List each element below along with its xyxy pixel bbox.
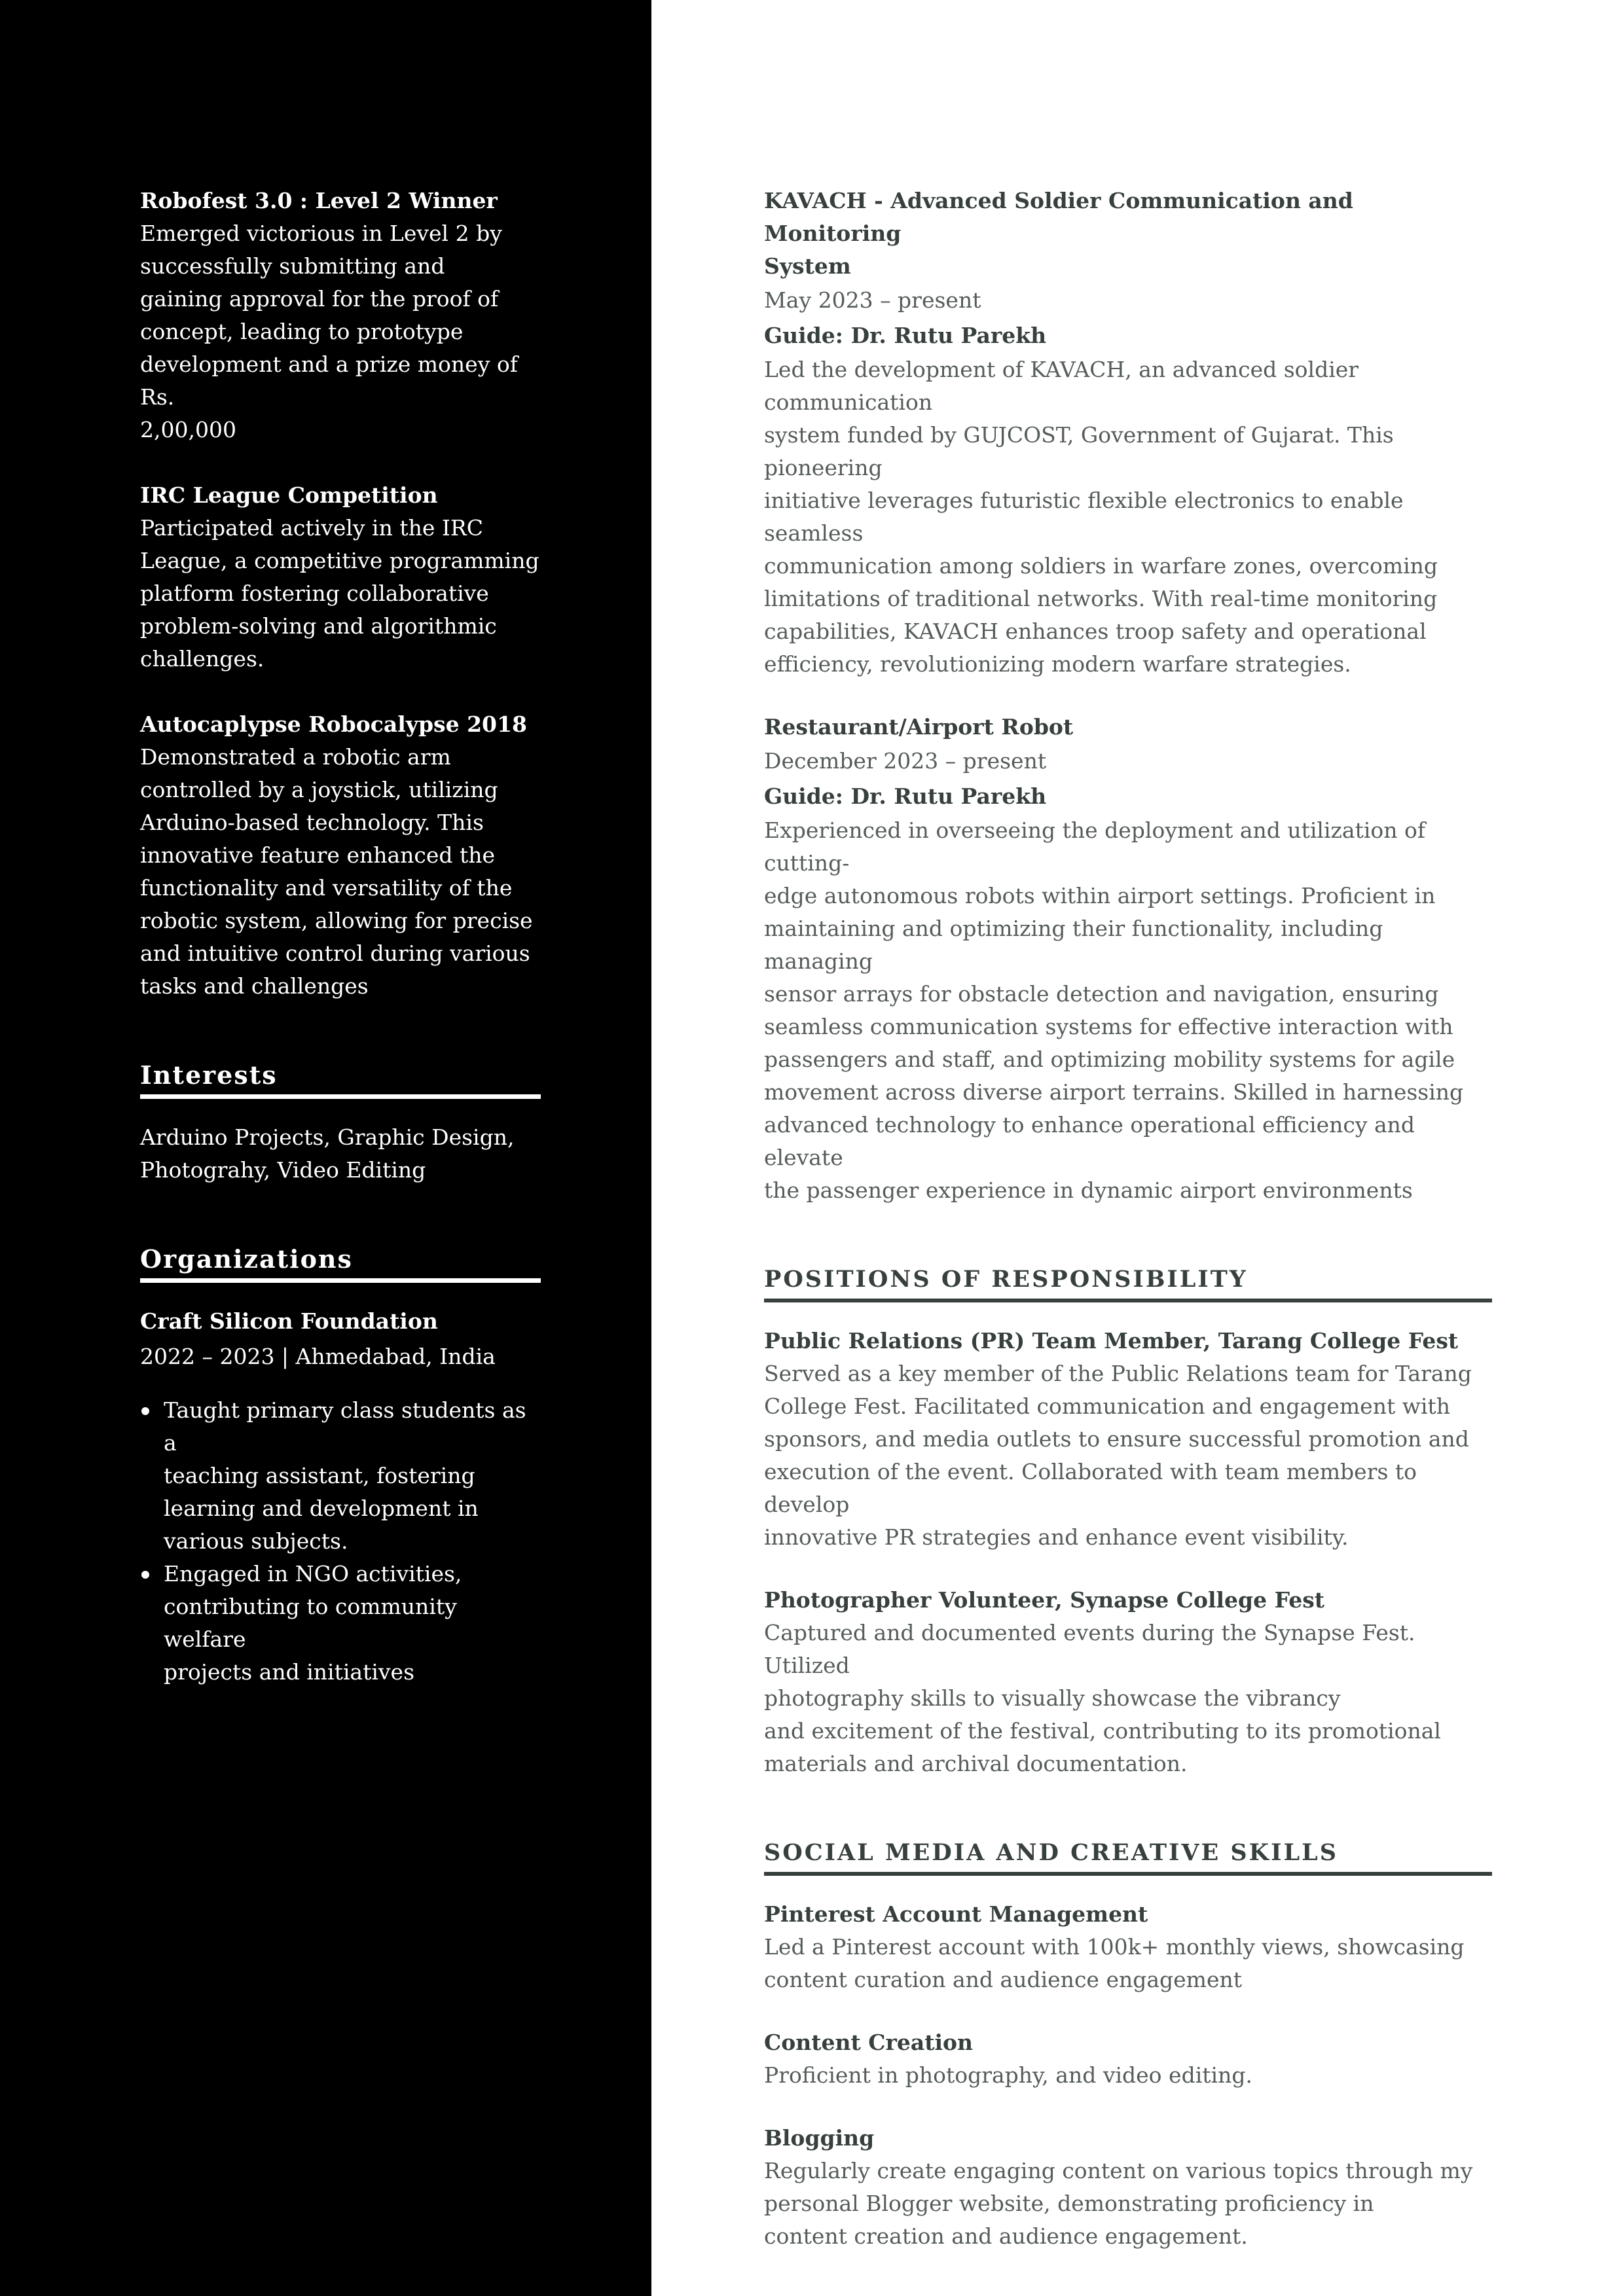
award-title: IRC League Competition (140, 482, 438, 508)
project-line: sensor arrays for obstacle detection and navigation, ensuring (764, 981, 1439, 1007)
position-line: Served as a key member of the Public Relations team for Tarang (764, 1361, 1472, 1386)
project-kavach (764, 185, 1492, 681)
project-guide: Guide: Dr. Rutu Parekh (764, 783, 1047, 809)
project-line: passengers and staff, and optimizing mobility systems for agile (764, 1047, 1455, 1072)
position-line: and excitement of the festival, contributing to its promotional (764, 1718, 1441, 1744)
skill-line: content creation and audience engagement. (764, 2223, 1248, 2249)
project-line: advanced technology to enhance operational efficiency and elevate (764, 1112, 1415, 1170)
position-pr-team (764, 1325, 1492, 1554)
social-divider (764, 1872, 1492, 1876)
award-line: controlled by a joystick, utilizing (140, 777, 498, 802)
skill-content-creation (764, 2026, 1492, 2092)
project-title: KAVACH - Advanced Soldier Communication and Monitoring (764, 188, 1353, 246)
main-content-inner (764, 185, 1492, 2283)
award-line: problem-solving and algorithmic (140, 613, 497, 639)
organization-name: Craft Silicon Foundation (140, 1308, 438, 1334)
project-line: limitations of traditional networks. With real-time monitoring (764, 586, 1438, 611)
list-item (140, 1394, 541, 1558)
interests-section (140, 1059, 541, 1187)
project-title: System (764, 253, 851, 279)
project-line: Led the development of KAVACH, an advanced soldier communication (764, 357, 1359, 415)
project-date: December 2023 – present (764, 748, 1047, 774)
position-photographer (764, 1584, 1492, 1780)
award-irc-league (140, 479, 541, 675)
project-line: efficiency, revolutionizing modern warfare strategies. (764, 651, 1351, 677)
skill-title: Pinterest Account Management (764, 1901, 1148, 1927)
position-line: sponsors, and media outlets to ensure successful promotion and (764, 1426, 1469, 1452)
award-line: functionality and versatility of the (140, 875, 513, 901)
bullet-line: projects and initiatives (164, 1659, 415, 1685)
award-line: 2,00,000 (140, 417, 236, 442)
project-line: edge autonomous robots within airport settings. Proficient in (764, 883, 1436, 908)
award-line: challenges. (140, 646, 264, 672)
skill-line: Proficient in photography, and video editing. (764, 2062, 1252, 2088)
skill-line: personal Blogger website, demonstrating proficiency in (764, 2191, 1374, 2216)
project-airport-robot (764, 711, 1492, 1207)
project-line: communication among soldiers in warfare zones, overcoming (764, 553, 1438, 579)
award-line: gaining approval for the proof of (140, 286, 499, 312)
project-title: Restaurant/Airport Robot (764, 714, 1074, 740)
award-title: Robofest 3.0 : Level 2 Winner (140, 188, 498, 213)
position-line: Captured and documented events during the Synapse Fest. Utilized (764, 1620, 1415, 1678)
organizations-heading: Organizations (140, 1244, 353, 1274)
skill-line: Led a Pinterest account with 100k+ monthly views, showcasing (764, 1934, 1465, 1960)
award-robocalypse (140, 708, 541, 1003)
organizations-section (140, 1243, 541, 1689)
project-line: movement across diverse airport terrains. Skilled in harnessing (764, 1079, 1464, 1105)
award-line: and intuitive control during various (140, 941, 530, 966)
award-line: innovative feature enhanced the (140, 842, 496, 868)
project-line: maintaining and optimizing their functionality, including managing (764, 916, 1383, 974)
social-heading: SOCIAL MEDIA AND CREATIVE SKILLS (764, 1839, 1338, 1866)
skill-pinterest (764, 1898, 1492, 1996)
award-line: development and a prize money of Rs. (140, 351, 518, 410)
position-title: Public Relations (PR) Team Member, Tarang College Fest (764, 1328, 1459, 1354)
skill-line: content curation and audience engagement (764, 1967, 1243, 1992)
skill-blogging (764, 2122, 1492, 2253)
position-line: photography skills to visually showcase the vibrancy (764, 1685, 1341, 1711)
project-guide: Guide: Dr. Rutu Parekh (764, 323, 1047, 348)
award-title: Autocaplypse Robocalypse 2018 (140, 711, 527, 737)
position-line: execution of the event. Collaborated with team members to develop (764, 1459, 1417, 1517)
social-section (764, 1837, 1492, 2253)
award-line: Demonstrated a robotic arm (140, 744, 451, 770)
project-line: capabilities, KAVACH enhances troop safety and operational (764, 619, 1427, 644)
award-line: concept, leading to prototype (140, 319, 464, 344)
bullet-line: teaching assistant, fostering (164, 1463, 475, 1488)
position-title: Photographer Volunteer, Synapse College Fest (764, 1587, 1325, 1613)
project-line: seamless communication systems for effective interaction with (764, 1014, 1453, 1039)
positions-heading: POSITIONS OF RESPONSIBILITY (764, 1266, 1248, 1293)
project-date: May 2023 – present (764, 287, 981, 313)
position-line: College Fest. Facilitated communication and engagement with (764, 1393, 1451, 1419)
award-line: successfully submitting and (140, 253, 445, 279)
project-line: the passenger experience in dynamic airport environments (764, 1177, 1413, 1203)
bullet-line: Engaged in NGO activities, (164, 1561, 462, 1587)
award-line: robotic system, allowing for precise (140, 908, 533, 933)
position-line: materials and archival documentation. (764, 1751, 1188, 1776)
positions-section (764, 1263, 1492, 1780)
award-line: platform fostering collaborative (140, 581, 489, 606)
bullet-line: learning and development in (164, 1496, 479, 1521)
list-item (140, 1558, 541, 1689)
organization-meta: 2022 – 2023 | Ahmedabad, India (140, 1344, 496, 1369)
award-line: tasks and challenges (140, 973, 369, 999)
skill-title: Blogging (764, 2125, 875, 2151)
bullet-line: contributing to community welfare (164, 1594, 457, 1652)
position-line: innovative PR strategies and enhance event visibility. (764, 1524, 1349, 1550)
bullet-line: various subjects. (164, 1528, 348, 1554)
award-line: Arduino-based technology. This (140, 810, 484, 835)
bullet-line: Taught primary class students as a (164, 1397, 526, 1456)
award-line: League, a competitive programming (140, 548, 539, 573)
sidebar-content (140, 185, 541, 1689)
interests-line: Photograhy, Video Editing (140, 1157, 426, 1183)
organizations-divider (140, 1278, 541, 1283)
interests-line: Arduino Projects, Graphic Design, (140, 1124, 515, 1150)
skill-line: Regularly create engaging content on various topics through my (764, 2158, 1473, 2183)
project-line: Experienced in overseeing the deployment and utilization of cutting- (764, 817, 1426, 876)
positions-divider (764, 1299, 1492, 1302)
award-line: Emerged victorious in Level 2 by (140, 221, 502, 246)
organization-bullets (140, 1394, 541, 1689)
sidebar (0, 0, 651, 2296)
interests-heading: Interests (140, 1060, 278, 1090)
skill-title: Content Creation (764, 2030, 974, 2055)
project-line: system funded by GUJCOST, Government of Gujarat. This pioneering (764, 422, 1394, 480)
project-line: initiative leverages futuristic flexible electronics to enable seamless (764, 488, 1404, 546)
award-robofest (140, 185, 541, 446)
interests-divider (140, 1094, 541, 1099)
award-line: Participated actively in the IRC (140, 515, 484, 541)
